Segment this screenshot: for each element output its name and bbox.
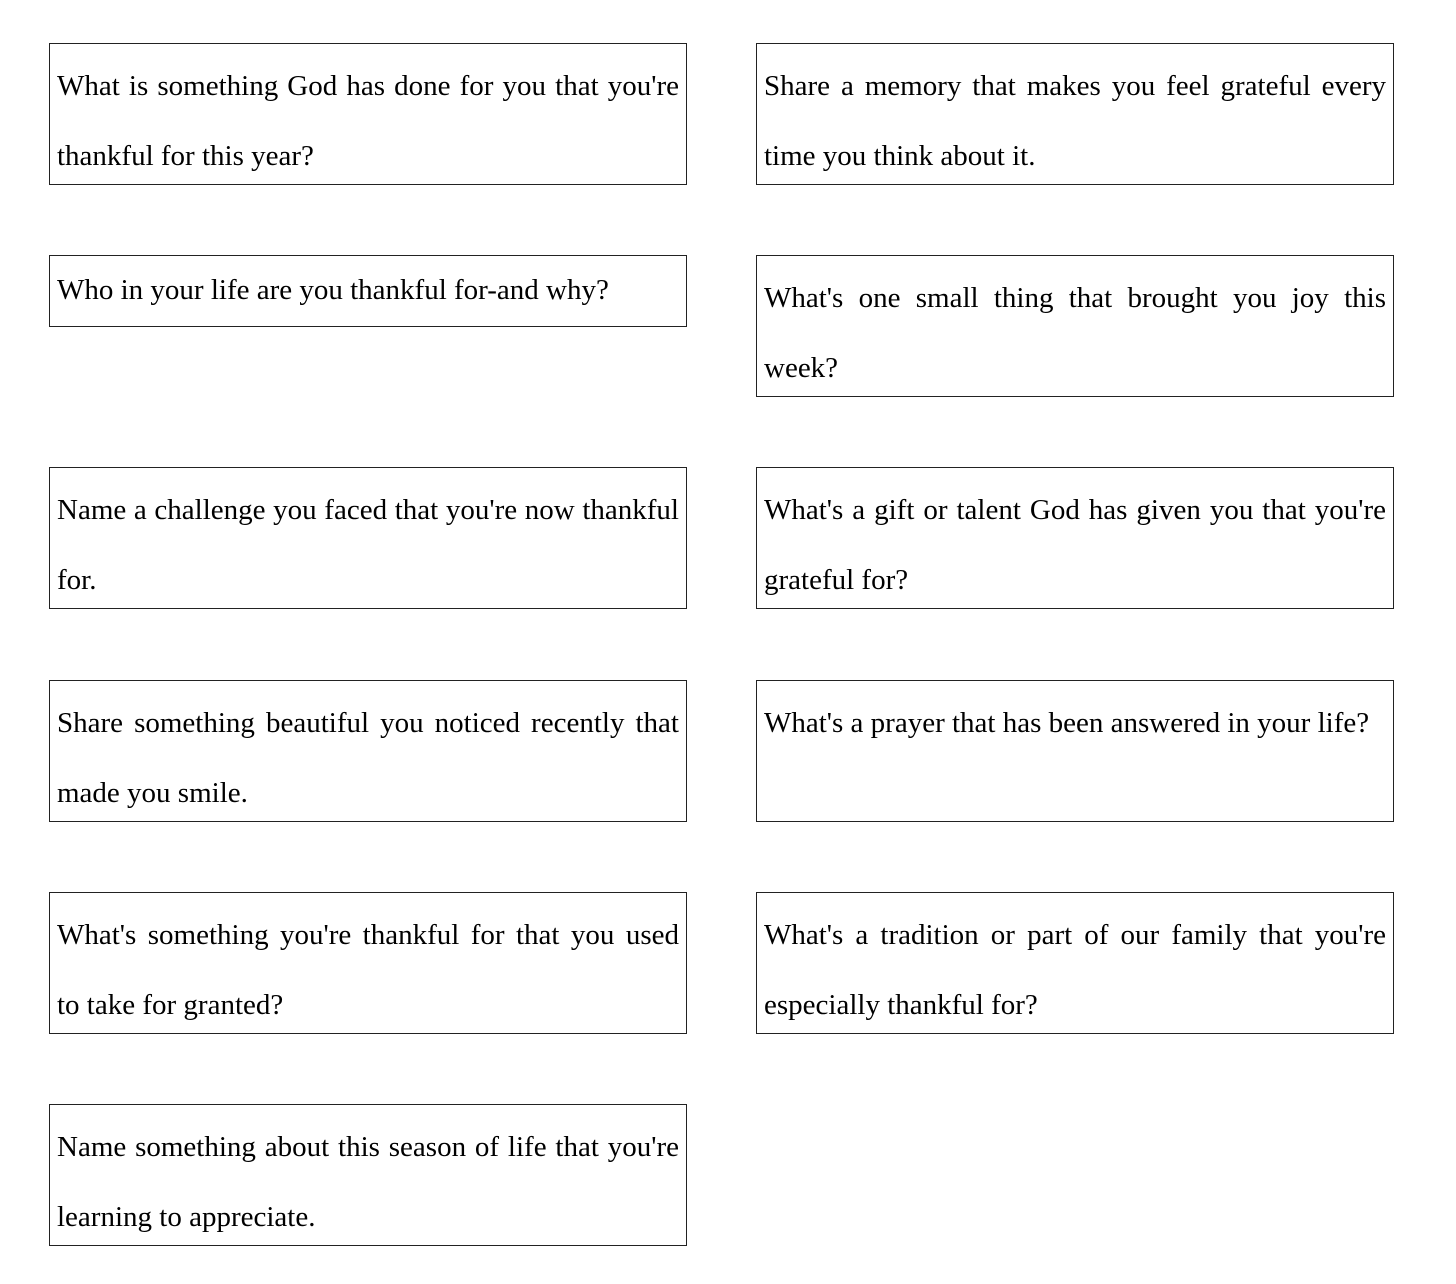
prompt-card xyxy=(49,467,687,609)
prompt-card xyxy=(49,1104,687,1246)
prompt-card xyxy=(49,680,687,822)
prompt-card xyxy=(756,680,1394,822)
prompt-text: Share a memory that makes you feel grateful every time you think about it. xyxy=(764,70,1386,172)
prompt-card xyxy=(756,43,1394,185)
prompt-text: Who in your life are you thankful for-and why? xyxy=(57,274,609,306)
prompt-text: What's something you're thankful for that you used to take for granted? xyxy=(57,919,679,1021)
prompt-card xyxy=(49,892,687,1034)
prompt-text: What's one small thing that brought you joy this week? xyxy=(764,282,1386,384)
prompt-text: Name something about this season of life that you're learning to appreciate. xyxy=(57,1131,679,1233)
prompt-card xyxy=(756,255,1394,397)
prompt-text: Share something beautiful you noticed recently that made you smile. xyxy=(57,707,679,809)
prompt-text: What is something God has done for you that you're thankful for this year? xyxy=(57,70,679,172)
prompt-text: What's a gift or talent God has given you that you're grateful for? xyxy=(764,494,1386,596)
prompt-card xyxy=(756,892,1394,1034)
prompt-card xyxy=(49,43,687,185)
prompt-card xyxy=(756,467,1394,609)
prompt-text: What's a tradition or part of our family that you're especially thankful for? xyxy=(764,919,1386,1021)
prompt-text: What's a prayer that has been answered in your life? xyxy=(764,707,1370,739)
prompt-text: Name a challenge you faced that you're now thankful for. xyxy=(57,494,679,596)
prompt-card xyxy=(49,255,687,327)
